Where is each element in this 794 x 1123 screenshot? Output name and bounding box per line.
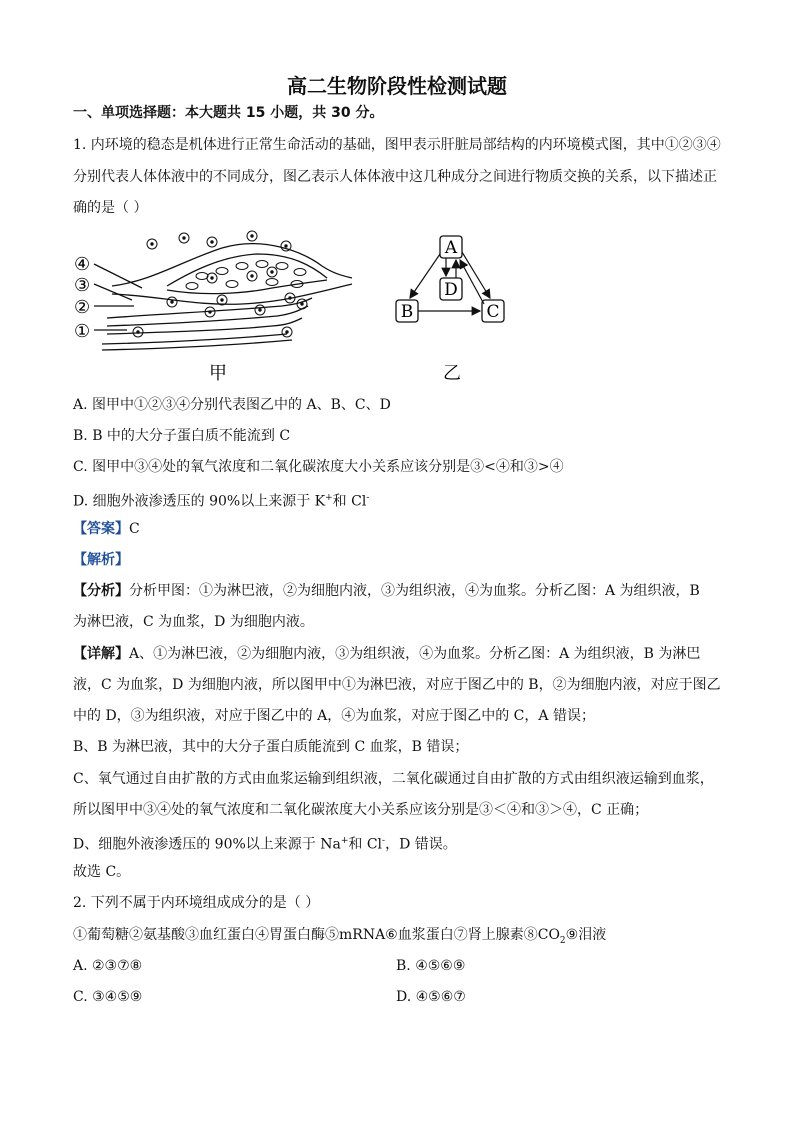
q2-option-d: D. ④⑤⑥⑦	[396, 989, 466, 1005]
detail-line8: 故选 C。	[73, 864, 131, 880]
detail-line1: 【详解】A、①为淋巴液，②为细胞内液，③为组织液，④为血浆。分析乙图：A 为组织液，B 为淋巴	[73, 646, 701, 662]
detail-line4: B、B 为淋巴液，其中的大分子蛋白质能流到 C 血浆，B 错误；	[73, 739, 469, 755]
figure-jia	[72, 226, 362, 386]
detail-line7: D、细胞外液渗透压的 90%以上来源于 Na+和 Cl-，D 错误。	[73, 836, 457, 853]
section-heading: 一、单项选择题：本大题共 15 小题，共 30 分。	[73, 105, 384, 121]
q2-option-a: A. ②③⑦⑧	[73, 958, 143, 974]
detail-line2: 液，C 为血浆，D 为细胞内液，所以图甲中①为淋巴液，对应于图乙中的 B，②为细胞内液，对应于图乙	[73, 677, 721, 693]
label-jia: 甲	[209, 363, 227, 384]
q1-stem-line2: 分别代表人体体液中的不同成分，图乙表示人体体液中这几种成分之间进行物质交换的关系，以下描述正	[73, 169, 717, 185]
answer-tag: 【答案】	[73, 521, 129, 537]
lymph-vessel-5	[102, 340, 292, 350]
label-2: ②	[74, 297, 91, 318]
node-a: A	[444, 238, 458, 258]
q1-option-b: B. B 中的大分子蛋白质不能流到 C	[73, 428, 291, 444]
detail-line5: C、氧气通过自由扩散的方式由血浆运输到组织液，二氧化碳通过自由扩散的方式由组织液运输到血浆，	[73, 771, 714, 787]
node-d: D	[444, 280, 458, 300]
q1-option-d: D. 细胞外液渗透压的 90%以上来源于 K+和 Cl-	[73, 493, 370, 510]
label-yi: 乙	[443, 363, 461, 384]
q1-stem-line1: 1. 内环境的稳态是机体进行正常生命活动的基础，图甲表示肝脏局部结构的内环境模式图，其中①②③④	[73, 137, 721, 153]
label-1: ①	[74, 321, 91, 342]
label-3: ③	[74, 275, 91, 296]
label-4: ④	[74, 254, 91, 275]
node-b: B	[400, 302, 414, 322]
answer-value: C	[129, 521, 140, 537]
fenxi-line1: 【分析】分析甲图：①为淋巴液，②为细胞内液，③为组织液，④为血浆。分析乙图：A 为组织液，B	[73, 583, 700, 599]
fenxi-line2: 为淋巴液，C 为血浆，D 为细胞内液。	[73, 614, 314, 630]
analysis-tag: 【解析】	[73, 552, 129, 568]
node-c: C	[486, 302, 500, 322]
q1-option-c: C. 图甲中③④处的氧气浓度和二氧化碳浓度大小关系应该分别是③<④和③>④	[73, 459, 564, 475]
q1-stem-line3: 确的是（ ）	[73, 200, 148, 216]
q2-option-b: B. ④⑤⑥⑨	[396, 958, 466, 974]
q2-option-c: C. ③④⑤⑨	[73, 989, 143, 1005]
detail-line3: 中的 D，③为组织液，对应于图乙中的 A，④为血浆，对应于图乙中的 C，A 错误；	[73, 708, 595, 724]
detail-line6: 所以图甲中③④处的氧气浓度和二氧化碳浓度大小关系应该分别是③＜④和③＞④，C 正确；	[73, 802, 649, 818]
answer-line	[73, 520, 140, 538]
q2-stem: 2. 下列不属于内环境组成成分的是（ ）	[73, 895, 320, 911]
figure-yi	[390, 228, 520, 388]
q1-option-a: A. 图甲中①②③④分别代表图乙中的 A、B、C、D	[73, 397, 391, 413]
lymph-vessel-3	[107, 318, 302, 334]
capillary-outer-top	[112, 244, 352, 286]
q2-items: ①葡萄糖②氨基酸③血红蛋白④胃蛋白酶⑤mRNA⑥血浆蛋白⑦肾上腺素$⑧CO_2⑨$泪液	[73, 927, 607, 946]
capillary-inner-top	[167, 254, 327, 286]
page-title: 高二生物阶段性检测试题	[287, 74, 507, 98]
